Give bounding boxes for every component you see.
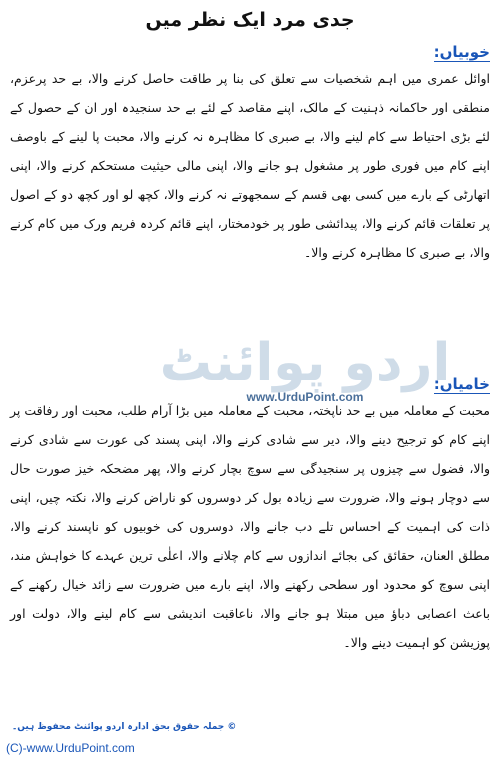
copyright-link[interactable]: (C)-www.UrduPoint.com: [6, 741, 135, 755]
copyright-urdu: © جملہ حقوق بحق ادارہ اردو پوائنٹ محفوظ ہیں۔: [12, 722, 237, 732]
watermark-url: www.UrduPoint.com: [246, 390, 364, 404]
section-heading-weaknesses: [434, 372, 490, 396]
weaknesses-heading-label: خامیاں:: [433, 375, 490, 393]
strengths-paragraph: اوائل عمری میں اہم شخصیات سے تعلق کی بنا پر طاقت حاصل کرنے والا، بے حد پرعزم، منطقی اور حاکمانہ ذہنیت کے مالک، اپنے مقاصد کے لئے بے حد سنجیدہ اور ان کے حصول کے لئے بڑی احتیاط سے کام لینے والا، بے صبری کا مظاہرہ نہ کرنے والا، محبت پا لینے کے باوصف اپنے کام میں فوری طور پر مشغول ہو جانے والا، اپنی مالی حیثیت مستحکم کرنے والا، اپنی اتھارٹی کے بارے میں کسی بھی قسم کے سمجھوتے نہ کرنے والا، کچھ لو اور کچھ دو کے اصول پر تعلقات قائم کرنے والا، پیدائشی طور پر خودمختار، اپنے قائم کردہ فریم ورک میں کام کرنے والا، بے صبری کا مظاہرہ کرنے والا۔: [10, 71, 490, 260]
strengths-heading-label: خوبیاں:: [433, 43, 490, 61]
weaknesses-paragraph: محبت کے معاملہ میں بے حد ناپختہ، محبت کے معاملہ میں بڑا آرام طلب، محبت اور رفاقت پر اپنے کام کو ترجیح دینے والا، دیر سے شادی کرنے والا، اپنی پسند کی عورت سے شادی کرنے والا، فضول سے چیزوں پر سنجیدگی سے سوچ بچار کرنے والا، پھر مضحکہ خیز صورت حال سے دوچار ہونے والا، ضرورت سے زیادہ بول کر دوسروں کو ناراض کرنے والا، نکتہ چیں، اپنی ذات کی اہمیت کے احساس تلے دب جانے والا، دوسروں کی خوبیوں کو ناپسند کرنے والا، مطلق العنان، حقائق کی بجائے اندازوں سے کام چلانے والا، اعلٰی ترین عہدے کا خواہش مند، اپنی سوچ کو محدود اور سطحی رکھنے والا، اپنے بارے میں ضرورت سے زائد خیال رکھنے کے باعث اعصابی دباؤ میں مبتلا ہو جانے والا، ناعاقبت اندیشی سے کام لینے والا، دولت اور پوزیشن کو اہمیت دینے والا۔: [10, 403, 490, 650]
page-title: جدی مرد ایک نظر میں: [145, 9, 355, 31]
watermark-logo: اردو پوائنٹ: [159, 333, 451, 393]
section-heading-strengths: [434, 40, 490, 64]
